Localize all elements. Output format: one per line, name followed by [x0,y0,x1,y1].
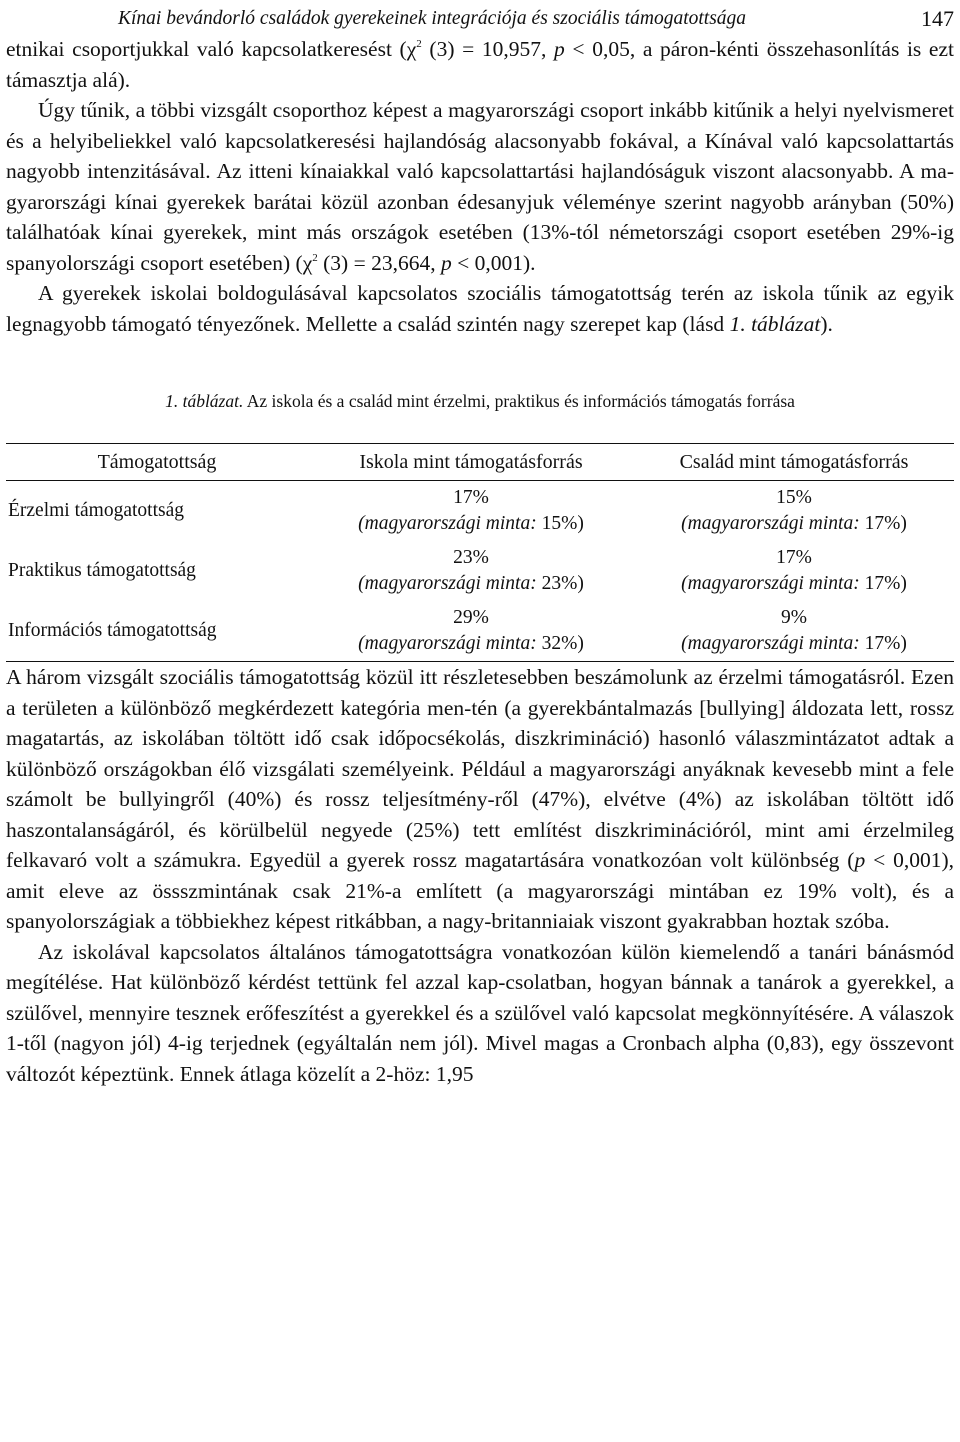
row-label-informational: Információs támogatottság [6,601,308,662]
paragraph-1-text-2: (3) = 10,957, [421,37,555,61]
running-title: Kínai bevándorló családok gyerekeinek integrációja és szociális támogatottsága [118,8,747,29]
page [6,0,954,1089]
cell-value: 9% [781,607,807,628]
paragraph-2 [6,95,954,278]
p-symbol: p [554,37,565,61]
hungarian-sample-label: (magyarországi minta: [358,573,537,594]
cell-family-informational [634,601,954,662]
paragraph-4 [6,662,954,937]
row-label-emotional: Érzelmi támogatottság [8,500,184,521]
paragraph-1-text: etnikai csoportjukkal való kapcsolatkeresést (χ [6,37,417,61]
cell-value: 15% [776,487,812,508]
hungarian-sample-value: 17%) [859,633,907,654]
cell-hungarian-sample [638,631,950,657]
cell-hungarian-sample [638,511,950,537]
paragraph-5 [6,937,954,1090]
paragraph-4-text: A három vizsgált szociális támogatottság közül itt részletesebben beszámolunk az érzelmi támogatásról. Ezen a területen a különböző megkérdezett kategória men-tén (a gyerekbántalmazás [bullying] áldozata lett, rossz magatartás, az iskolában töltött idő csak időpocsékolás, diszkrimináció) hasonló válaszmintázatot adtak a különböző országokban élő vizsgálati személyeink. Például a magyarországi anyáknak kevesebb mint a fele számolt be bullyingről (40%) és rossz teljesítmény-ről (47%), elvétve (4%) az iskolában töltött idő haszontalanságáról, és körülbelül negyede (25%) tett említést diszkriminációról, mint ami érzelmileg felkavaró volt a számukra. Egyedül a gyerek rossz magatartására vonatkozóan volt különbség ( [6,665,954,872]
hungarian-sample-value: 17%) [859,513,907,534]
cell-hungarian-sample [312,571,630,597]
hungarian-sample-label: (magyarországi minta: [681,573,860,594]
cell-hungarian-sample [312,511,630,537]
hungarian-sample-label: (magyarországi minta: [681,513,860,534]
cell-hungarian-sample [312,631,630,657]
paragraph-3-text-2: ). [820,311,833,336]
paragraph-1-text-3: < 0,05, a páron-kénti összehasonlítás is ezt támasztja alá). [6,37,954,92]
table-caption [6,389,954,413]
table-row [6,601,954,662]
cell-value: 17% [453,487,489,508]
column-header-family: Család mint támogatásforrás [634,444,954,481]
cell-value: 29% [453,607,489,628]
chi-square-exponent: 2 [416,38,422,50]
hungarian-sample-label: (magyarországi minta: [358,513,537,534]
hungarian-sample-value: 15%) [536,513,584,534]
hungarian-sample-label: (magyarországi minta: [681,633,860,654]
row-label-practical: Praktikus támogatottság [8,560,196,581]
cell-value: 23% [453,547,489,568]
hungarian-sample-label: (magyarországi minta: [358,633,537,654]
cell-school-informational [308,601,634,662]
cell-hungarian-sample [638,571,950,597]
table-row [6,481,954,542]
cell-family-practical [634,541,954,601]
p-symbol: p [854,848,866,872]
page-number: 147 [921,6,954,31]
p-symbol: p [440,250,452,275]
hungarian-sample-value: 32%) [536,633,584,654]
paragraph-2-text-3: < 0,001). [451,250,536,275]
table-header-row [6,444,954,481]
table-caption-text: Az iskola és a család mint érzelmi, praktikus és információs támogatás forrása [243,391,795,411]
paragraph-4-text-2: < 0,001), amit eleve az össszmintának csak 21%-a említett (a magyarországi mintában ez 19% volt), és a spanyolországiak a többiekhez képest ritkábban, a nagy-britanniaiak viszont gyakrabban hoztak szóba. [6,848,954,933]
cell-school-practical [308,541,634,601]
hungarian-sample-value: 17%) [859,573,907,594]
hungarian-sample-value: 23%) [536,573,584,594]
chi-square-exponent: 2 [312,251,318,264]
support-table [6,443,954,662]
table-caption-label: 1. táblázat. [165,391,244,411]
cell-value: 17% [776,547,812,568]
paragraph-3-text: A gyerekek iskolai boldogulásával kapcsolatos szociális támogatottság terén az iskola tűnik az egyik legnagyobb támogató tényezőnek. Mellette a család szintén nagy szerepet kap (lásd [6,281,954,336]
cell-family-emotional [634,481,954,542]
table-reference: 1. táblázat [729,311,821,336]
paragraph-3 [6,278,954,339]
paragraph-2-text-2: (3) = 23,664, [317,250,441,275]
column-header-support: Támogatottság [6,444,308,481]
cell-school-emotional [308,481,634,542]
running-head [6,4,954,34]
paragraph-5-text: Az iskolával kapcsolatos általános támogatottságra vonatkozóan külön kiemelendő a tanári bánásmód megítélése. Hat különböző kérdést tettünk fel azzal kap-csolatban, hogyan bánnak a tanárok a gyerekkel, a szülővel, mennyire tesznek erőfeszítést a gyerekkel és a szülővel való kapcsolat megkönnyítésére. A válaszok 1-től (nagyon jól) 4-ig terjednek (egyáltalán nem jól). Mivel magas a Cronbach alpha (0,83), egy összevont változót képeztünk. Ennek átlaga közelít a 2-höz: 1,95 [6,939,954,1086]
table-row [6,541,954,601]
paragraph-1 [6,34,954,95]
column-header-school: Iskola mint támogatásforrás [308,444,634,481]
paragraph-2-text: Úgy tűnik, a többi vizsgált csoporthoz képest a magyarországi csoport inkább kitűnik a helyi nyelvismeret és a helyibeliekkel való kapcsolatkeresési hajlandóság alacsonyabb fokával, a Kínával való kapcsolattartás nagyobb intenzitásával. Az itteni kínaiakkal való kapcsolattartási hajlandóságuk viszont alacsonyabb. A ma-gyarországi kínai gyerekek barátai közül azonban édesanyjuk véleménye szerint nagyobb arányban (50%) találhatóak kínai gyerekek, mint más országok esetében (13%-tól németországi csoport esetében 29%-ig spanyolországi csoport esetében) (χ [6,98,954,275]
